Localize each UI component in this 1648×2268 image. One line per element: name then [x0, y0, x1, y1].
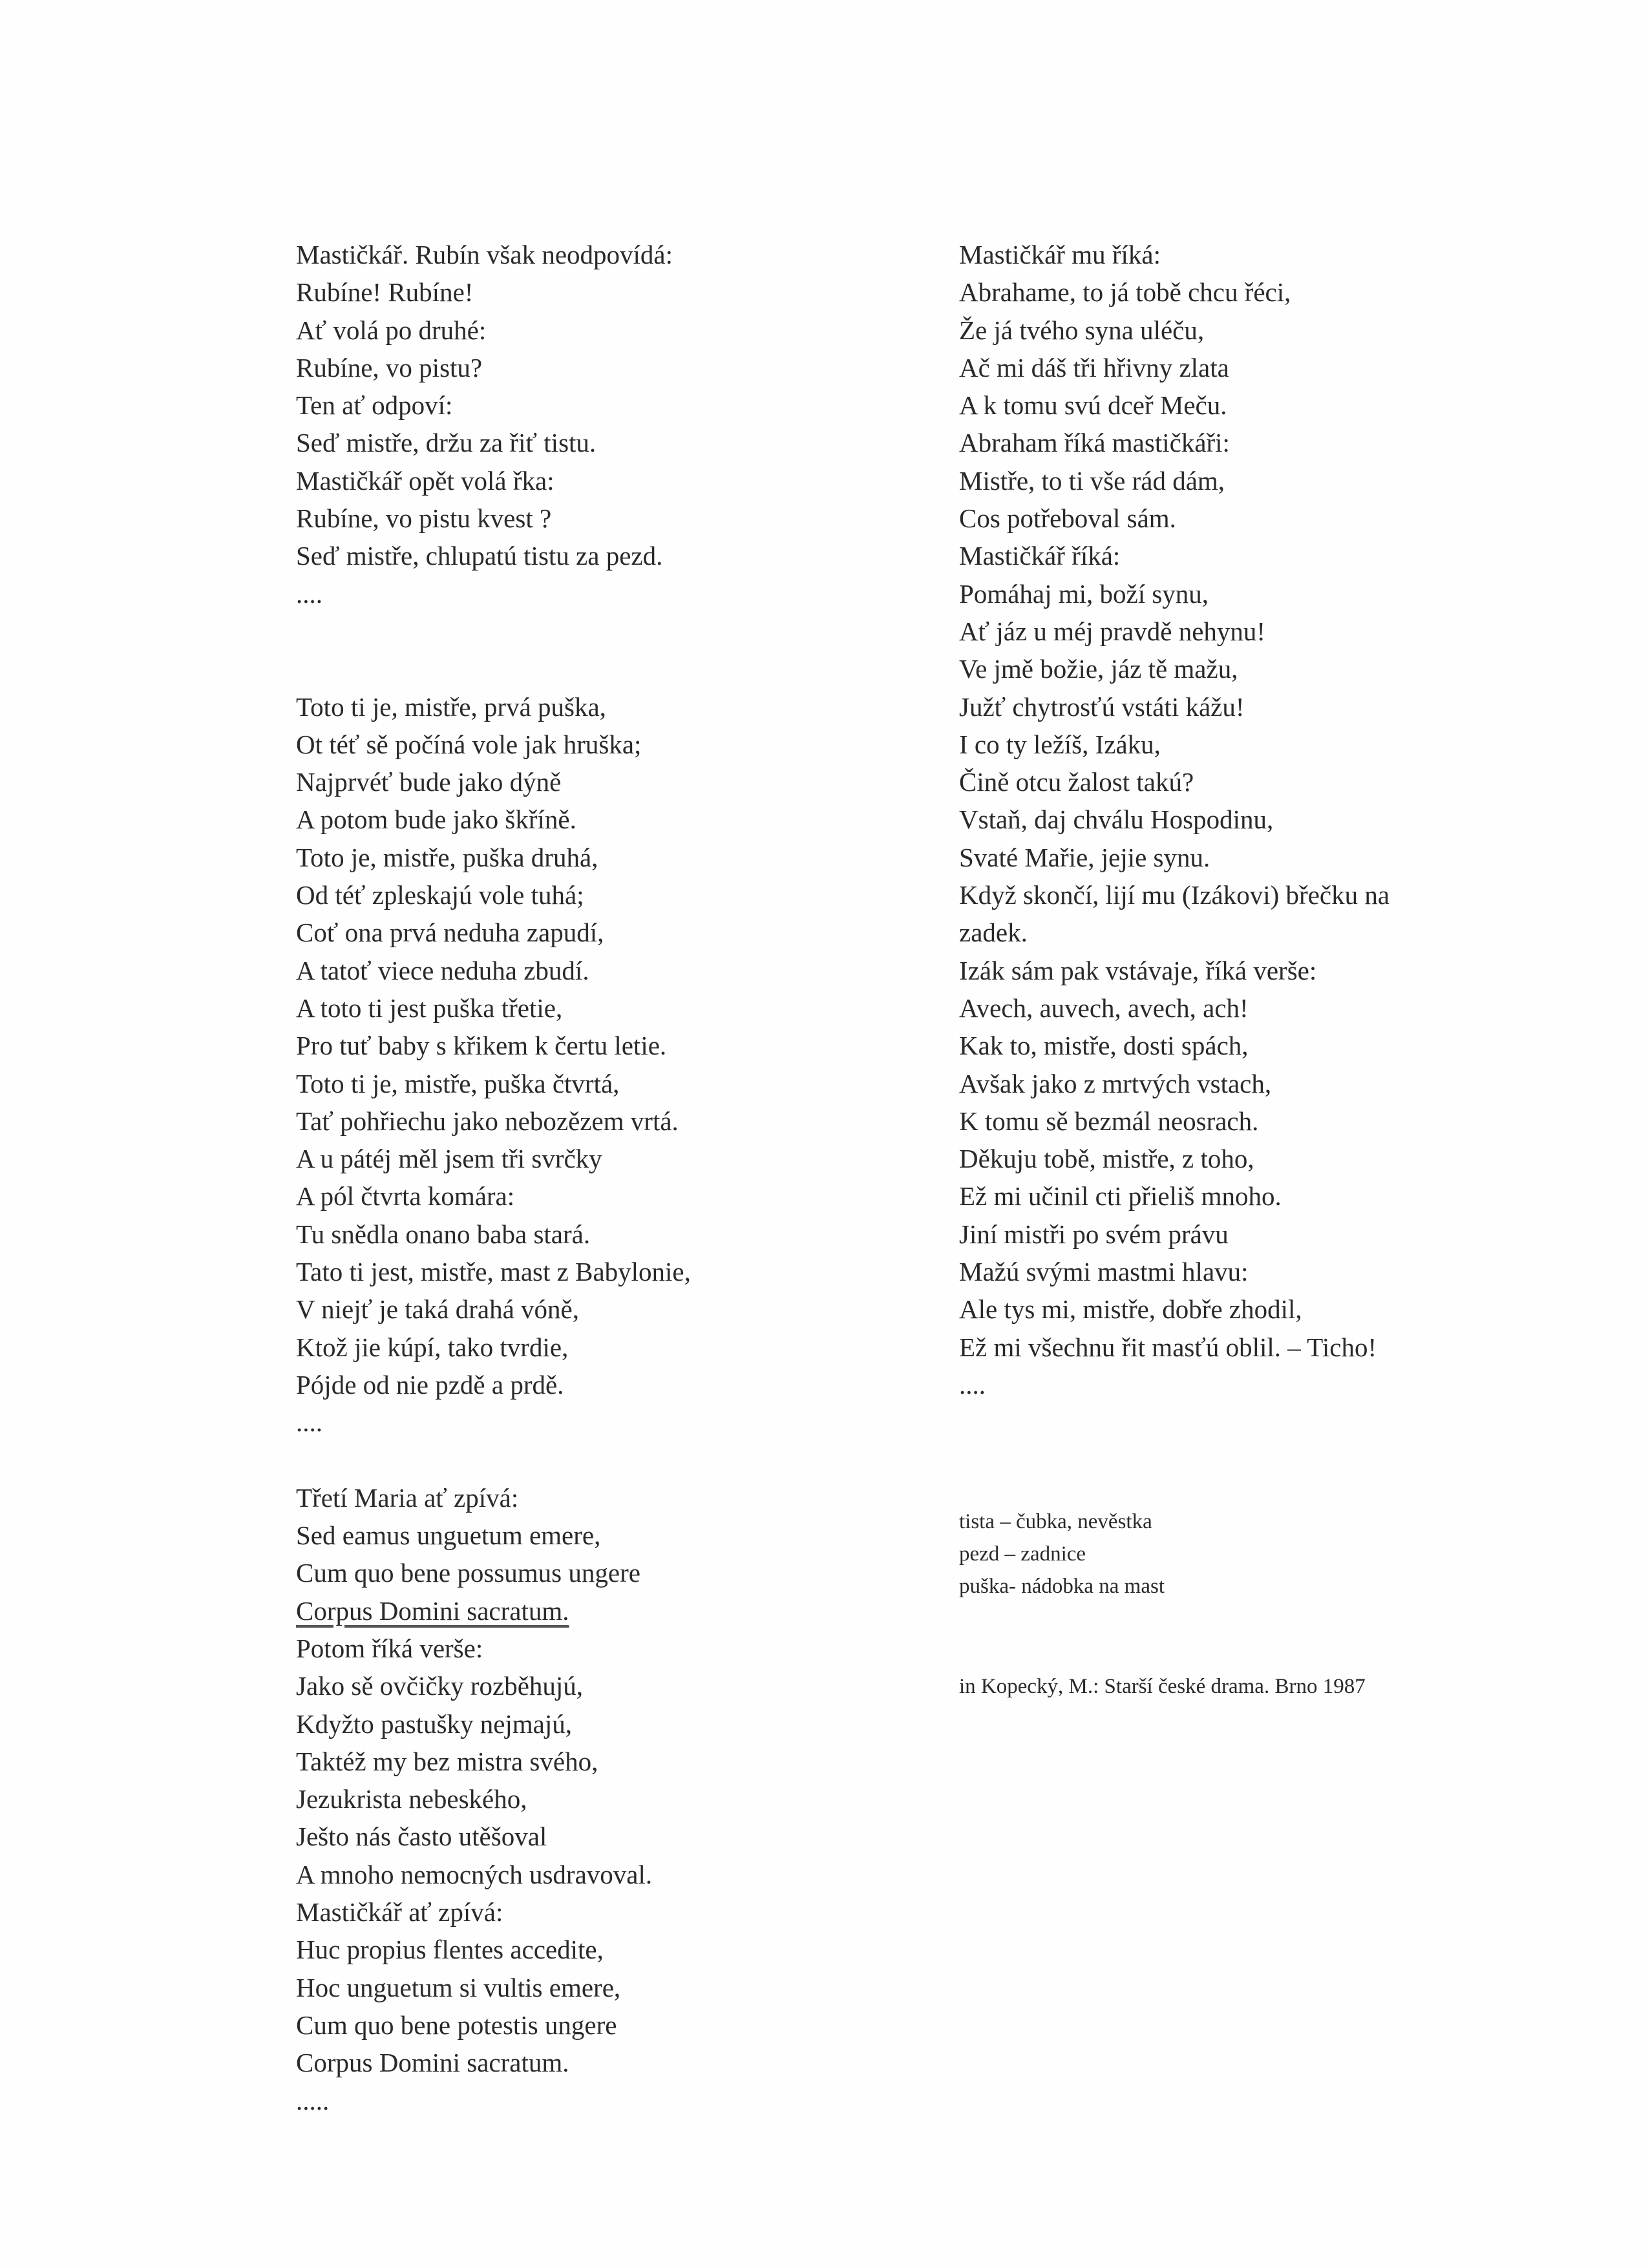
text-line: Třetí Maria ať zpívá: [296, 1482, 519, 1513]
text-line: zadek. [959, 918, 1028, 948]
text-line: K tomu sě bezmál neosrach. [959, 1106, 1259, 1136]
text-line: Rubíne! Rubíne! [296, 277, 474, 308]
text-line: Seď mistře, držu za řiť tistu. [296, 428, 597, 458]
text-line: Svaté Mařie, jejie synu. [959, 842, 1210, 872]
text-line: A toto ti jest puška třetie, [296, 992, 563, 1023]
text-line: Kdyžto pastušky nejmajú, [296, 1708, 573, 1739]
text-line: Toto je, mistře, puška druhá, [296, 842, 598, 872]
text-line: Hoc unguetum si vultis emere, [296, 1972, 621, 2002]
text-line: A mnoho nemocných usdravoval. [296, 1859, 653, 1889]
left-column [296, 236, 878, 2119]
glossary-entry: puška- nádobka na mast [959, 1575, 1165, 1598]
text-line: Že já tvého syna uléču, [959, 315, 1205, 345]
text-line: Huc propius flentes accedite, [296, 1935, 604, 1965]
text-line: Mastičkář opět volá řka: [296, 465, 555, 496]
ellipsis: .... [296, 578, 322, 609]
text-block [959, 236, 1573, 1403]
text-line: Ot téť sě počíná vole jak hruška; [296, 729, 642, 759]
text-line: I co ty ležíš, Izáku, [959, 729, 1161, 759]
text-line: Avech, auvech, avech, ach! [959, 992, 1249, 1023]
text-line: Ktož jie kúpí, tako tvrdie, [296, 1332, 569, 1362]
text-line: Rubíne, vo pistu? [296, 352, 483, 383]
text-line: Mažú svými mastmi hlavu: [959, 1257, 1249, 1287]
text-line: Mastičkář říká: [959, 541, 1121, 571]
text-line: Toto ti je, mistře, prvá puška, [296, 691, 606, 722]
text-line: A pól čtvrta komára: [296, 1181, 515, 1212]
ellipsis: .... [959, 1369, 986, 1400]
text-line: Tu snědla onano baba stará. [296, 1219, 591, 1249]
text-line: Avšak jako z mrtvých vstach, [959, 1068, 1272, 1098]
text-line: Potom říká verše: [296, 1633, 483, 1663]
text-line: V niejť je taká drahá vóně, [296, 1294, 579, 1325]
text-line: Ješto nás často utěšoval [296, 1822, 547, 1852]
text-line: Když skončí, lijí mu (Izákovi) břečku na [959, 880, 1390, 910]
text-block [296, 236, 878, 613]
text-line: Coť ona prvá neduha zapudí, [296, 918, 604, 948]
text-line: Děkuju tobě, mistře, z toho, [959, 1144, 1254, 1174]
text-line: Od téť zpleskajú vole tuhá; [296, 880, 584, 910]
text-line: Ač mi dáš tři hřivny zlata [959, 352, 1229, 383]
text-line: Pójde od nie pzdě a prdě. [296, 1369, 564, 1400]
text-line: Južť chytrosťú vstáti kážu! [959, 691, 1245, 722]
text-line: Kak to, mistře, dosti spách, [959, 1031, 1249, 1061]
text-line: Tato ti jest, mistře, mast z Babylonie, [296, 1257, 691, 1287]
text-line: Ať jáz u méj pravdě nehynu! [959, 616, 1266, 646]
glossary-notes [959, 1506, 1165, 1602]
text-line: Taktéž my bez mistra svého, [296, 1746, 598, 1776]
text-line: Cum quo bene possumus ungere [296, 1558, 640, 1588]
text-line: Izák sám pak vstávaje, říká verše: [959, 955, 1317, 985]
text-line: A tatoť viece neduha zbudí. [296, 955, 589, 985]
ellipsis: ..... [296, 2085, 330, 2116]
text-line: Ež mi všechnu řit masťú oblil. – Ticho! [959, 1332, 1377, 1362]
text-line: Mastičkář ať zpívá: [296, 1897, 503, 1927]
text-line: Cum quo bene potestis ungere [296, 2010, 617, 2040]
text-line: Tať pohřiechu jako nebozězem vrtá. [296, 1106, 679, 1136]
text-line: Sed eamus unguetum emere, [296, 1520, 601, 1551]
text-line: Mastičkář. Rubín však neodpovídá: [296, 240, 673, 269]
text-block [296, 688, 878, 1442]
text-line: Pomáhaj mi, boží synu, [959, 578, 1209, 609]
glossary-entry: pezd – zadnice [959, 1542, 1086, 1566]
text-line: Mastičkář mu říká: [959, 240, 1161, 269]
text-line: Toto ti je, mistře, puška čtvrtá, [296, 1068, 620, 1098]
text-line: A potom bude jako škříně. [296, 804, 576, 835]
text-line: Abrahame, to já tobě chcu řéci, [959, 277, 1291, 308]
text-line: Cos potřeboval sám. [959, 503, 1176, 534]
source-citation: in Kopecký, M.: Starší české drama. Brno 1987 [959, 1675, 1366, 1698]
text-line: Jezukrista nebeského, [296, 1784, 527, 1814]
text-line: Ež mi učinil cti přieliš mnoho. [959, 1181, 1282, 1212]
text-line: Rubíne, vo pistu kvest ? [296, 503, 552, 534]
text-line: Pro tuť baby s křikem k čertu letie. [296, 1031, 667, 1061]
text-line: Ale tys mi, mistře, dobře zhodil, [959, 1294, 1302, 1325]
text-line: Mistře, to ti vše rád dám, [959, 465, 1225, 496]
ellipsis: .... [296, 1407, 322, 1438]
right-column [959, 236, 1573, 1403]
text-line: Abraham říká mastičkáři: [959, 428, 1230, 458]
text-line: A u pátéj měl jsem tři svrčky [296, 1144, 602, 1174]
text-line: A k tomu svú dceř Meču. [959, 390, 1227, 421]
text-line: Corpus Domini sacratum. [296, 2048, 569, 2078]
text-line: Vstaň, daj chválu Hospodinu, [959, 804, 1274, 835]
text-block [296, 1479, 878, 2119]
text-line: Ten ať odpoví: [296, 390, 453, 421]
text-line: Seď mistře, chlupatú tistu za pezd. [296, 541, 663, 571]
text-line: Jako sě ovčičky rozběhujú, [296, 1671, 584, 1701]
text-line: Ať volá po druhé: [296, 315, 487, 345]
text-line: Najprvéť bude jako dýně [296, 767, 562, 797]
text-line: Ve jmě božie, jáz tě mažu, [959, 654, 1238, 684]
glossary-entry: tista – čubka, nevěstka [959, 1510, 1152, 1533]
text-line: Corpus Domini sacratum. [296, 1595, 569, 1626]
text-line: Čině otcu žalost takú? [959, 767, 1194, 797]
text-line: Jiní mistři po svém právu [959, 1219, 1229, 1249]
